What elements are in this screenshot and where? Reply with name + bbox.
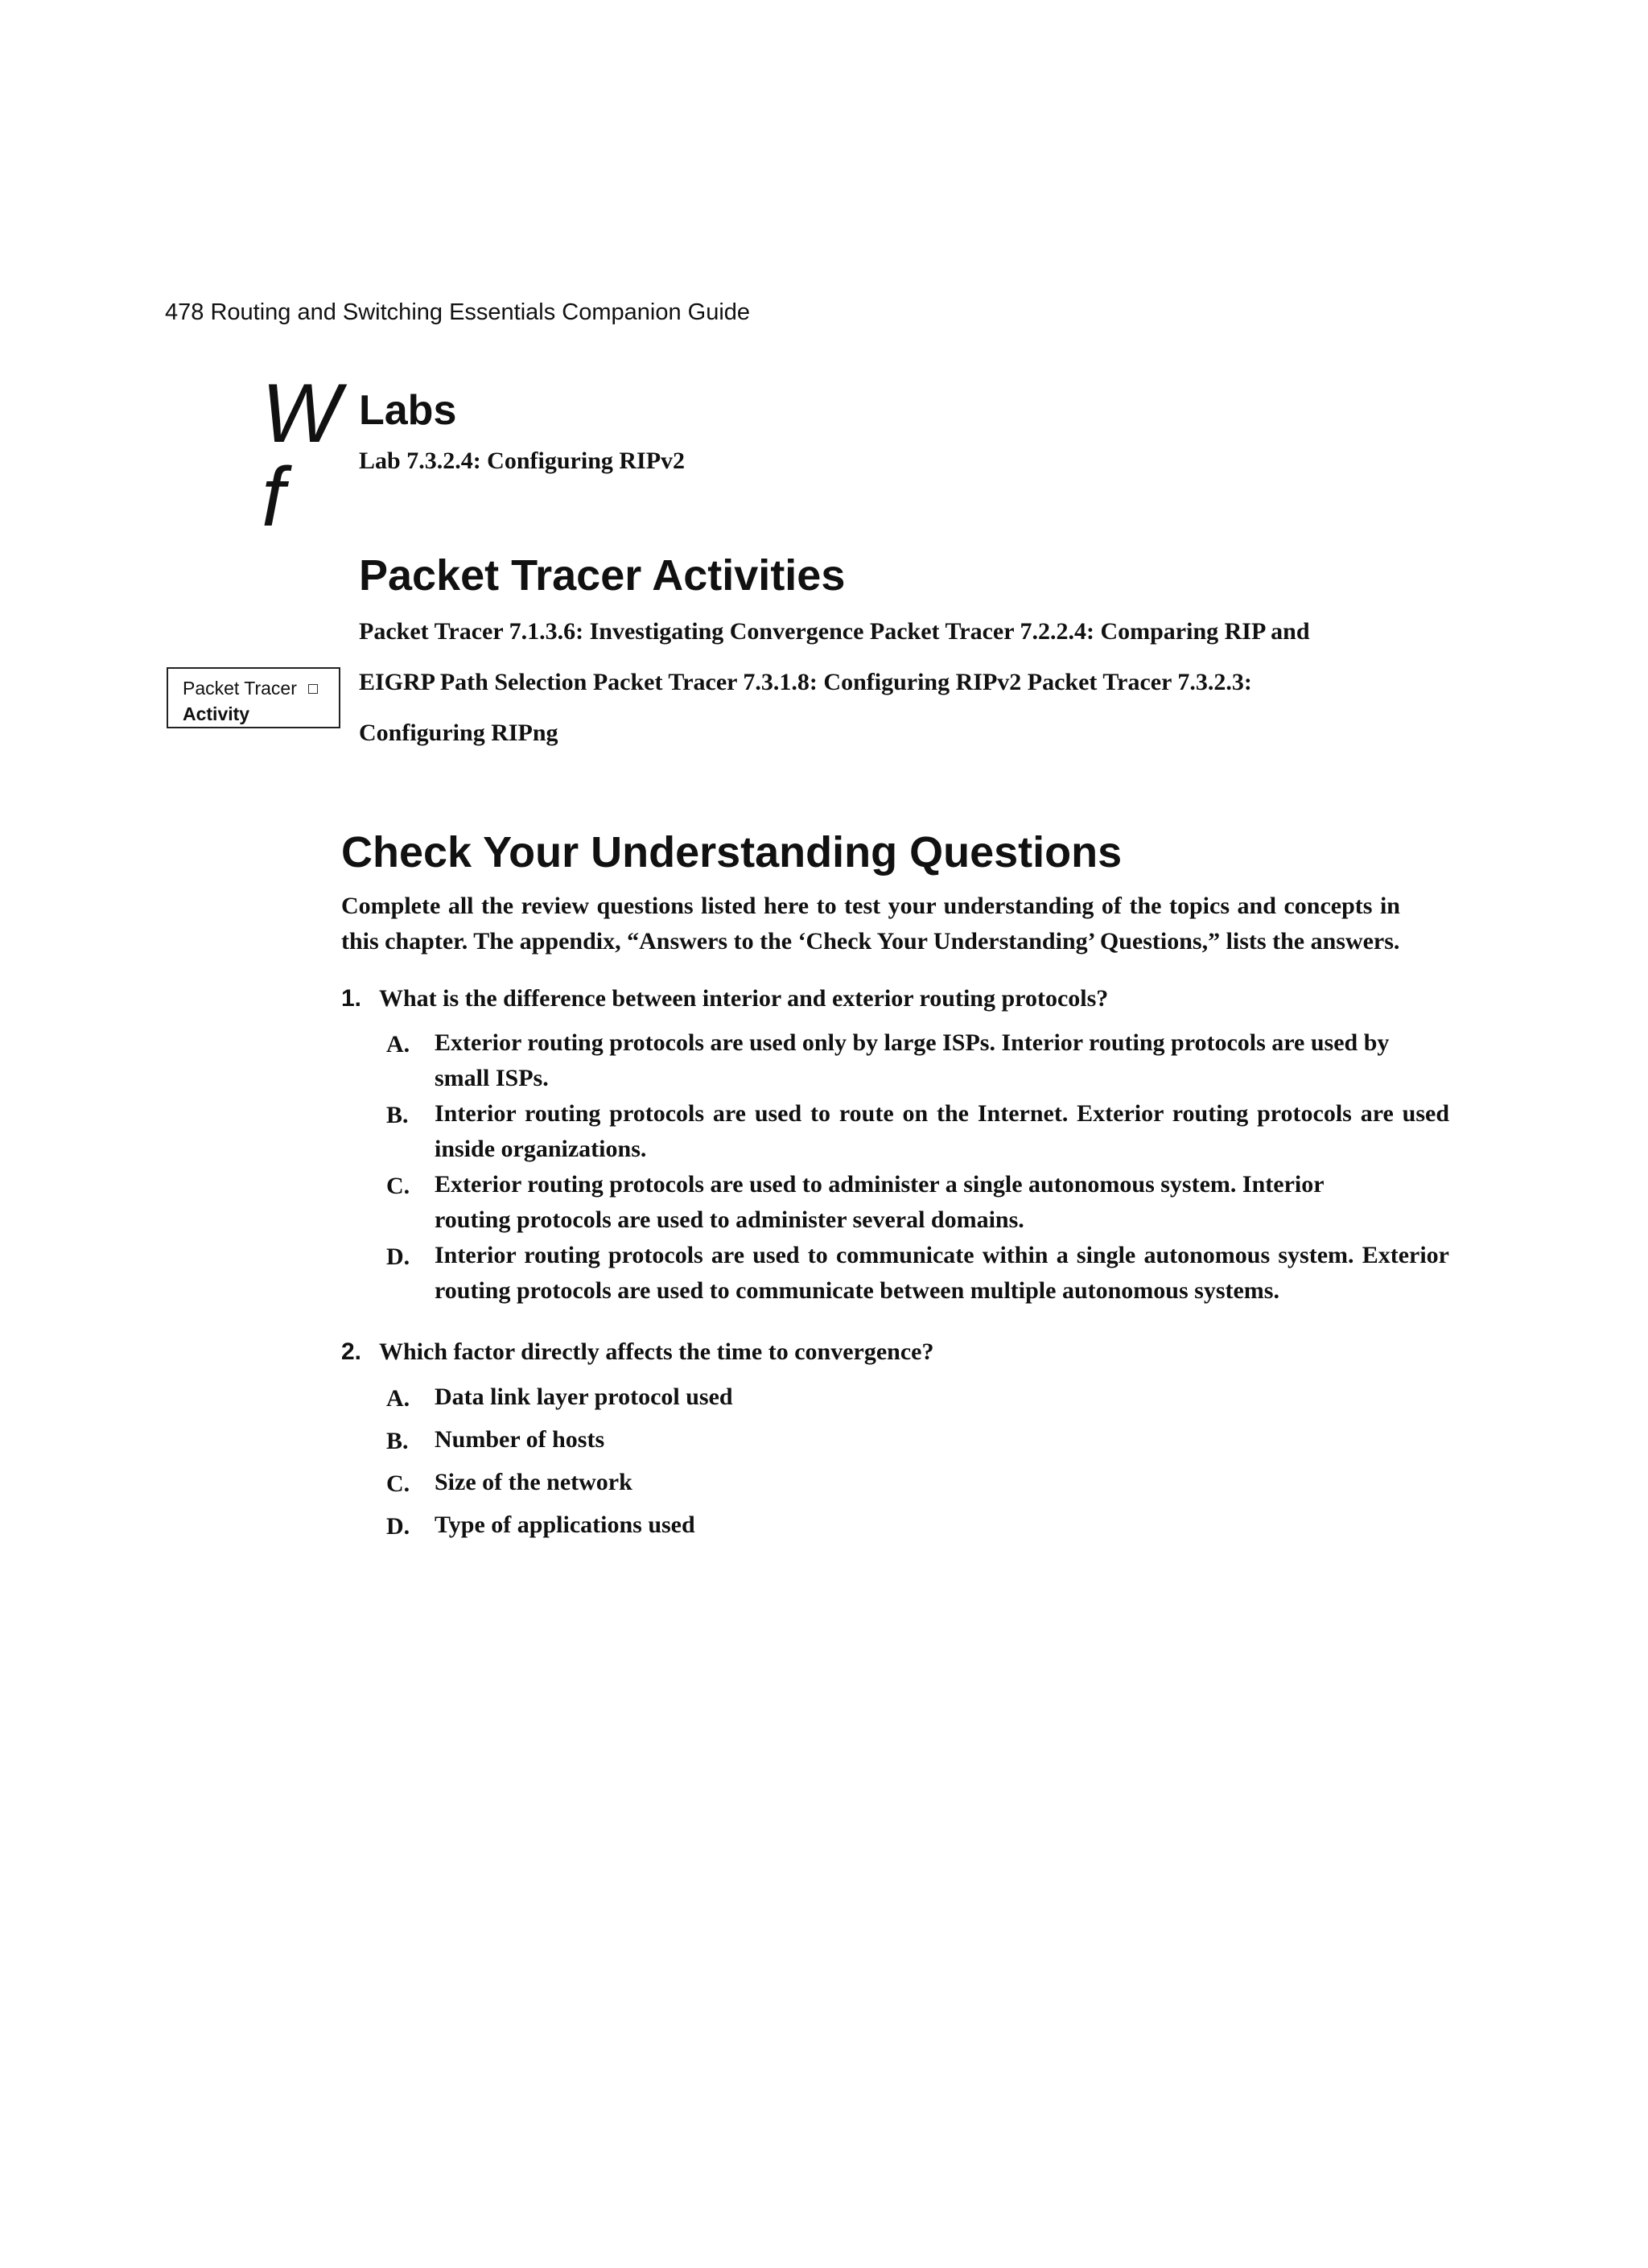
- option-text: Exterior routing protocols are used to administer a single autonomous system. Interior routing protocols are used to administer several domains.: [435, 1171, 1324, 1233]
- option-text: Exterior routing protocols are used only by large ISPs. Interior routing protocols are used by small ISPs.: [435, 1029, 1390, 1091]
- logo-letter-w: W: [262, 367, 341, 460]
- packet-tracer-heading: Packet Tracer Activities: [359, 551, 846, 600]
- labs-heading: Labs: [359, 387, 457, 434]
- option-text: Interior routing protocols are used to communicate within a single autonomous system. Exterior routing protocols are used to communicate between multiple autonomous systems.: [435, 1242, 1449, 1304]
- question-text: What is the difference between interior and exterior routing protocols?: [379, 985, 1109, 1012]
- wf-logo-icon: [262, 367, 350, 544]
- packet-tracer-line: Configuring RIPng: [359, 720, 558, 746]
- question-text: Which factor directly affects the time to convergence?: [379, 1338, 934, 1365]
- option-letter: B.: [386, 1428, 409, 1454]
- box-label-line2: Activity: [183, 703, 250, 724]
- option-text: Type of applications used: [435, 1511, 695, 1538]
- question-number: 2.: [341, 1338, 362, 1365]
- running-head: 478 Routing and Switching Essentials Companion Guide: [165, 299, 751, 325]
- question-number: 1.: [341, 985, 362, 1012]
- option-letter: A.: [386, 1385, 410, 1412]
- checkbox-icon: [308, 684, 318, 694]
- option-letter: D.: [386, 1513, 410, 1540]
- packet-tracer-line: Packet Tracer 7.1.3.6: Investigating Convergence Packet Tracer 7.2.2.4: Comparing RIP and: [359, 618, 1310, 645]
- packet-tracer-line: EIGRP Path Selection Packet Tracer 7.3.1.8: Configuring RIPv2 Packet Tracer 7.3.2.3:: [359, 669, 1252, 695]
- option-text: Number of hosts: [435, 1426, 605, 1453]
- option-text: Size of the network: [435, 1469, 632, 1495]
- option-letter: D.: [386, 1243, 410, 1270]
- option-letter: A.: [386, 1031, 410, 1058]
- box-label-line1: Packet Tracer: [183, 678, 297, 699]
- question-1: [341, 985, 1108, 1012]
- packet-tracer-activity-box: [167, 667, 340, 728]
- check-understanding-intro: Complete all the review questions listed here to test your understanding of the topics and concepts in this chapter. The appendix, “Answers to the ‘Check Your Understanding’ Questions,” lists the answers.: [341, 893, 1400, 955]
- question-2: [341, 1338, 934, 1366]
- lab-item: Lab 7.3.2.4: Configuring RIPv2: [359, 447, 686, 474]
- check-understanding-heading: Check Your Understanding Questions: [341, 828, 1123, 876]
- logo-letter-f: f: [262, 451, 285, 544]
- option-text: Interior routing protocols are used to route on the Internet. Exterior routing protocols are used inside organizations.: [435, 1100, 1449, 1162]
- option-letter: C.: [386, 1470, 410, 1497]
- option-letter: B.: [386, 1102, 409, 1128]
- option-text: Data link layer protocol used: [435, 1383, 733, 1410]
- option-letter: C.: [386, 1173, 410, 1199]
